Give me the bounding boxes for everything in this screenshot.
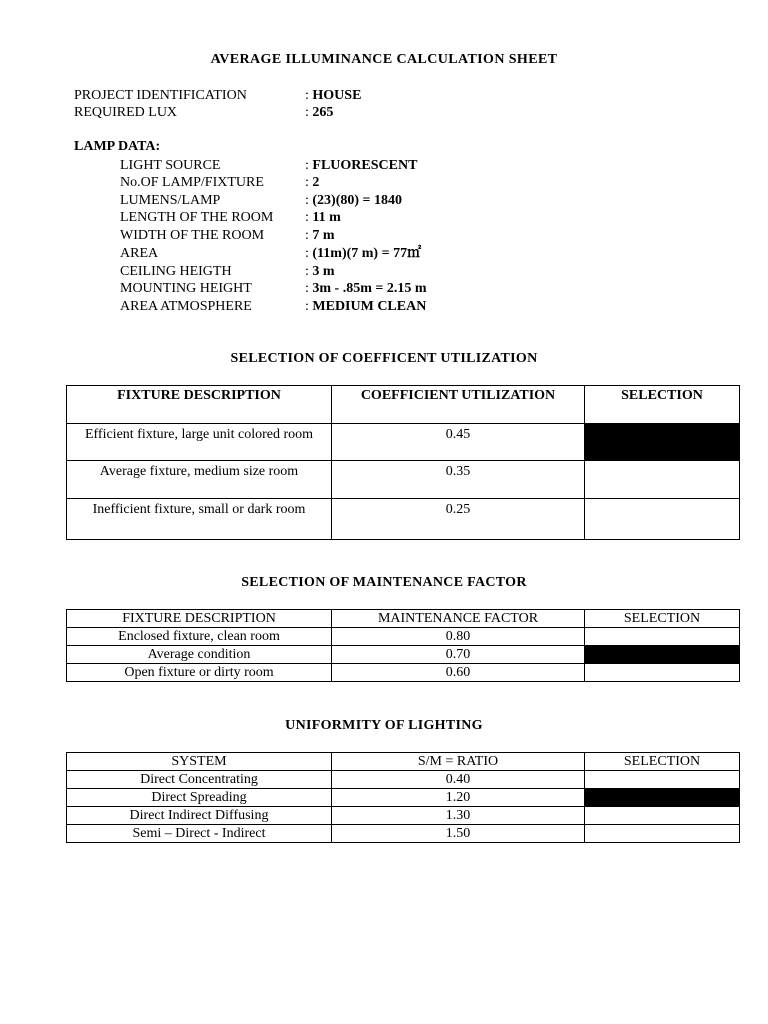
table-row <box>67 789 740 807</box>
table-row <box>67 461 740 499</box>
uniformity-section-title: UNIFORMITY OF LIGHTING <box>285 718 483 733</box>
column-header: FIXTURE DESCRIPTION <box>67 386 332 424</box>
selection-cell-selected <box>585 646 740 664</box>
selection-cell <box>585 771 740 789</box>
column-header: COEFFICIENT UTILIZATION <box>332 386 585 424</box>
field-label: WIDTH OF THE ROOM <box>120 228 265 243</box>
field-value: 3m - .85m = 2.15 m <box>312 281 427 296</box>
field-label: LENGTH OF THE ROOM <box>120 210 274 225</box>
selection-cell <box>585 499 740 540</box>
field-value: HOUSE <box>312 88 362 103</box>
sheet-title: AVERAGE ILLUMINANCE CALCULATION SHEET <box>210 52 558 67</box>
selection-cell-selected <box>585 789 740 807</box>
field-label: REQUIRED LUX <box>74 105 178 120</box>
required-lux-row: REQUIRED LUX : 265 <box>74 105 334 120</box>
value-cell: 0.40 <box>332 771 585 789</box>
table-row <box>67 628 740 646</box>
table-row <box>67 664 740 682</box>
lamp-data-row: LENGTH OF THE ROOM : 11 m <box>120 210 341 225</box>
value-cell: 0.60 <box>332 664 585 682</box>
selection-cell <box>585 628 740 646</box>
table-row <box>67 424 740 461</box>
column-header: MAINTENANCE FACTOR <box>332 610 585 628</box>
value-cell: 1.20 <box>332 789 585 807</box>
lamp-data-row: WIDTH OF THE ROOM : 7 m <box>120 228 335 243</box>
field-value: (11m)(7 m) = 77㎡ <box>312 246 422 261</box>
field-value: 11 m <box>312 210 341 225</box>
table-header-row <box>67 753 740 771</box>
field-label: CEILING HEIGTH <box>120 264 232 279</box>
uniformity-table <box>66 752 740 843</box>
system-cell: Semi – Direct - Indirect <box>67 825 332 843</box>
selection-cell <box>585 807 740 825</box>
table-header-row <box>67 610 740 628</box>
lamp-data-row: AREA ATMOSPHERE : MEDIUM CLEAN <box>120 299 427 314</box>
table-header-row <box>67 386 740 424</box>
value-cell: 0.35 <box>332 461 585 499</box>
lamp-data-row: LUMENS/LAMP : (23)(80) = 1840 <box>120 193 403 208</box>
field-label: No.OF LAMP/FIXTURE <box>120 175 264 190</box>
selection-cell <box>585 664 740 682</box>
column-header: SELECTION <box>585 610 740 628</box>
lamp-data-row: No.OF LAMP/FIXTURE : 2 <box>120 175 320 190</box>
field-value: 265 <box>312 105 334 120</box>
value-cell: 0.25 <box>332 499 585 540</box>
field-value: 7 m <box>312 228 335 243</box>
value-cell: 0.80 <box>332 628 585 646</box>
field-value: MEDIUM CLEAN <box>312 299 427 314</box>
field-label: AREA ATMOSPHERE <box>120 299 252 314</box>
fixture-description-cell: Open fixture or dirty room <box>67 664 332 682</box>
table-row <box>67 771 740 789</box>
value-cell: 0.45 <box>332 424 585 461</box>
selection-cell-selected <box>585 424 740 461</box>
value-cell: 1.50 <box>332 825 585 843</box>
table-row <box>67 646 740 664</box>
field-value: FLUORESCENT <box>312 158 418 173</box>
project-identification-row: PROJECT IDENTIFICATION : HOUSE <box>74 88 362 103</box>
system-cell: Direct Indirect Diffusing <box>67 807 332 825</box>
lamp-data-row: MOUNTING HEIGHT : 3m - .85m = 2.15 m <box>120 281 427 296</box>
fixture-description-cell: Average fixture, medium size room <box>67 461 332 499</box>
lamp-data-row: CEILING HEIGTH : 3 m <box>120 264 335 279</box>
column-header: SYSTEM <box>67 753 332 771</box>
lamp-data-row: AREA : (11m)(7 m) = 77㎡ <box>120 246 422 261</box>
table-row <box>67 825 740 843</box>
fixture-description-cell: Efficient fixture, large unit colored room <box>67 424 332 461</box>
maintenance-factor-table <box>66 609 740 682</box>
lamp-data-row: LIGHT SOURCE : FLUORESCENT <box>120 158 418 173</box>
value-cell: 1.30 <box>332 807 585 825</box>
value-cell: 0.70 <box>332 646 585 664</box>
field-value: 3 m <box>312 264 335 279</box>
field-label: AREA <box>120 246 159 261</box>
fixture-description-cell: Average condition <box>67 646 332 664</box>
fixture-description-cell: Enclosed fixture, clean room <box>67 628 332 646</box>
column-header: S/M = RATIO <box>332 753 585 771</box>
fixture-description-cell: Inefficient fixture, small or dark room <box>67 499 332 540</box>
field-value: (23)(80) = 1840 <box>312 193 403 208</box>
field-label: LUMENS/LAMP <box>120 193 221 208</box>
column-header: FIXTURE DESCRIPTION <box>67 610 332 628</box>
selection-cell <box>585 825 740 843</box>
system-cell: Direct Concentrating <box>67 771 332 789</box>
lamp-data-heading: LAMP DATA: <box>74 139 161 154</box>
coefficient-utilization-table <box>66 385 740 540</box>
table-row <box>67 499 740 540</box>
field-label: MOUNTING HEIGHT <box>120 281 252 296</box>
cu-section-title: SELECTION OF COEFFICENT UTILIZATION <box>230 351 538 366</box>
column-header: SELECTION <box>585 753 740 771</box>
column-header: SELECTION <box>585 386 740 424</box>
selection-cell <box>585 461 740 499</box>
mf-section-title: SELECTION OF MAINTENANCE FACTOR <box>241 575 527 590</box>
field-value: 2 <box>312 175 320 190</box>
field-label: PROJECT IDENTIFICATION <box>74 88 247 103</box>
system-cell: Direct Spreading <box>67 789 332 807</box>
field-label: LIGHT SOURCE <box>120 158 221 173</box>
table-row <box>67 807 740 825</box>
